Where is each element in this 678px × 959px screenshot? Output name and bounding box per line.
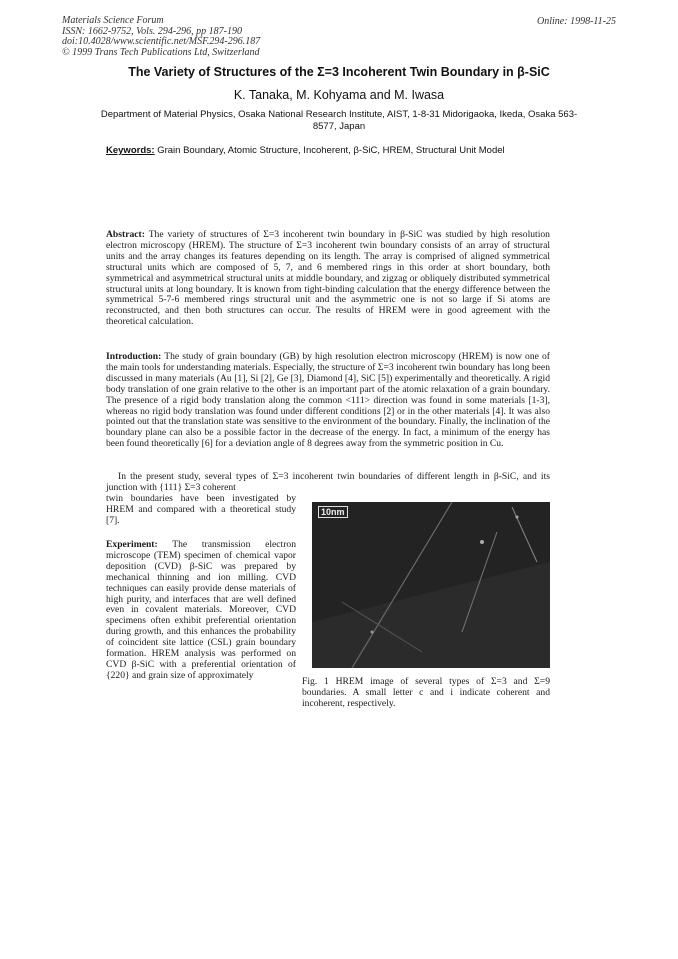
journal-name: Materials Science Forum xyxy=(62,15,164,26)
abstract-text: The variety of structures of Σ=3 incoherent twin boundary in β-SiC was studied by high resolution electron microscopy (HREM). The structure of Σ=3 incoherent twin boundary consists of an array of structural units and the array changes its features depending on its length. The array is comprised of aligned symmetrical structural units which are composed of 5, 7, and 6 membered rings in this order at short boundary, both symmetrical and asymmetrical structural units at middle boundary, and zigzag or obliquely distributed symmetrical structural units at long boundary. It is known from tight-binding calculation that the energy difference between the symmetrical 5-7-6 membered rings structural unit and the asymmetric one is not so large if Si atoms are reconstructed, and then both structures can occur. The results of HREM were in good agreement with the theoretical calculation. xyxy=(106,229,550,328)
doi-line[interactable]: doi:10.4028/www.scientific.net/MSF.294-296.187 xyxy=(62,36,261,47)
issn-line: ISSN: 1662-9752, Vols. 294-296, pp 187-190 xyxy=(62,25,242,37)
affiliation: Department of Material Physics, Osaka National Research Institute, AIST, 1-8-31 Midorigaoka, Ikeda, Osaka 563-8577, Japan xyxy=(100,109,578,132)
keywords-label: Keywords: xyxy=(106,145,155,156)
present-study-paragraph: In the present study, several types of Σ=3 incoherent twin boundaries of different length in β-SiC, and its junction with {111} Σ=3 coherent xyxy=(106,471,550,493)
experiment-label: Experiment: xyxy=(106,539,158,550)
experiment-text: The transmission electron microscope (TEM) specimen of chemical vapor deposition (CVD) β-SiC was prepared by mechanical thinning and ion milling. CVD techniques can easily provide dense materials of high purity, and interfaces that are well defined even in covalent materials. Moreover, CVD specimens often exhibit preferential orientation during growth, and this enhances the probability of coincident site lattice (CSL) grain boundary formation. HREM analysis was performed on CVD β-SiC with a preferential orientation of {220} and grain size of approximately xyxy=(106,539,296,681)
keywords-text: Grain Boundary, Atomic Structure, Incoherent, β-SiC, HREM, Structural Unit Model xyxy=(157,145,505,156)
hrem-micrograph xyxy=(312,502,550,668)
copyright-line: © 1999 Trans Tech Publications Ltd, Switzerland xyxy=(62,46,260,58)
present-study-continued: twin boundaries have been investigated by HREM and compared with a theoretical study [7]. xyxy=(106,493,296,526)
introduction-text: The study of grain boundary (GB) by high resolution electron microscopy (HREM) is now one of the main tools for understanding materials. Especially, the structure of Σ=3 incoherent twin boundary has long been discussed in many materials (Au [1], Si [2], Ge [3], Diamond [4], SiC [5]) experimentally and theoretically. A rigid body translation of one grain relative to the other is an important part of the atomic relaxation of a grain boundary. The presence of a rigid body translation along the common <111> direction was found in some materials [1-3], whereas no rigid body translation was found under different conditions [2] or in the other materials [4]. It was also pointed out that the translation state was sensitive to the environment of the boundary. Finally, the inclination of the boundary plane can also be a possible factor in the decrease of the energy. In fact, a minimum of the energy has been found theoretically [6] for a deviation angle of 8 degrees away from the symmetric position in Cu. xyxy=(106,351,550,450)
scale-bar-label: 10nm xyxy=(318,506,348,518)
hrem-figure xyxy=(312,502,550,668)
running-header xyxy=(62,16,260,58)
experiment-section xyxy=(106,540,296,682)
author-list: K. Tanaka, M. Kohyama and M. Iwasa xyxy=(233,88,445,102)
introduction-section xyxy=(106,352,550,450)
keywords-line xyxy=(106,145,576,156)
paper-title: The Variety of Structures of the Σ=3 Incoherent Twin Boundary in β-SiC xyxy=(128,65,550,79)
figure-caption: Fig. 1 HREM image of several types of Σ=3 and Σ=9 boundaries. A small letter c and i indicate coherent and incoherent, respectively. xyxy=(302,676,550,709)
online-date: Online: 1998-11-25 xyxy=(537,16,616,27)
abstract-section xyxy=(106,230,550,328)
abstract-label: Abstract: xyxy=(106,229,145,240)
introduction-label: Introduction: xyxy=(106,351,162,362)
